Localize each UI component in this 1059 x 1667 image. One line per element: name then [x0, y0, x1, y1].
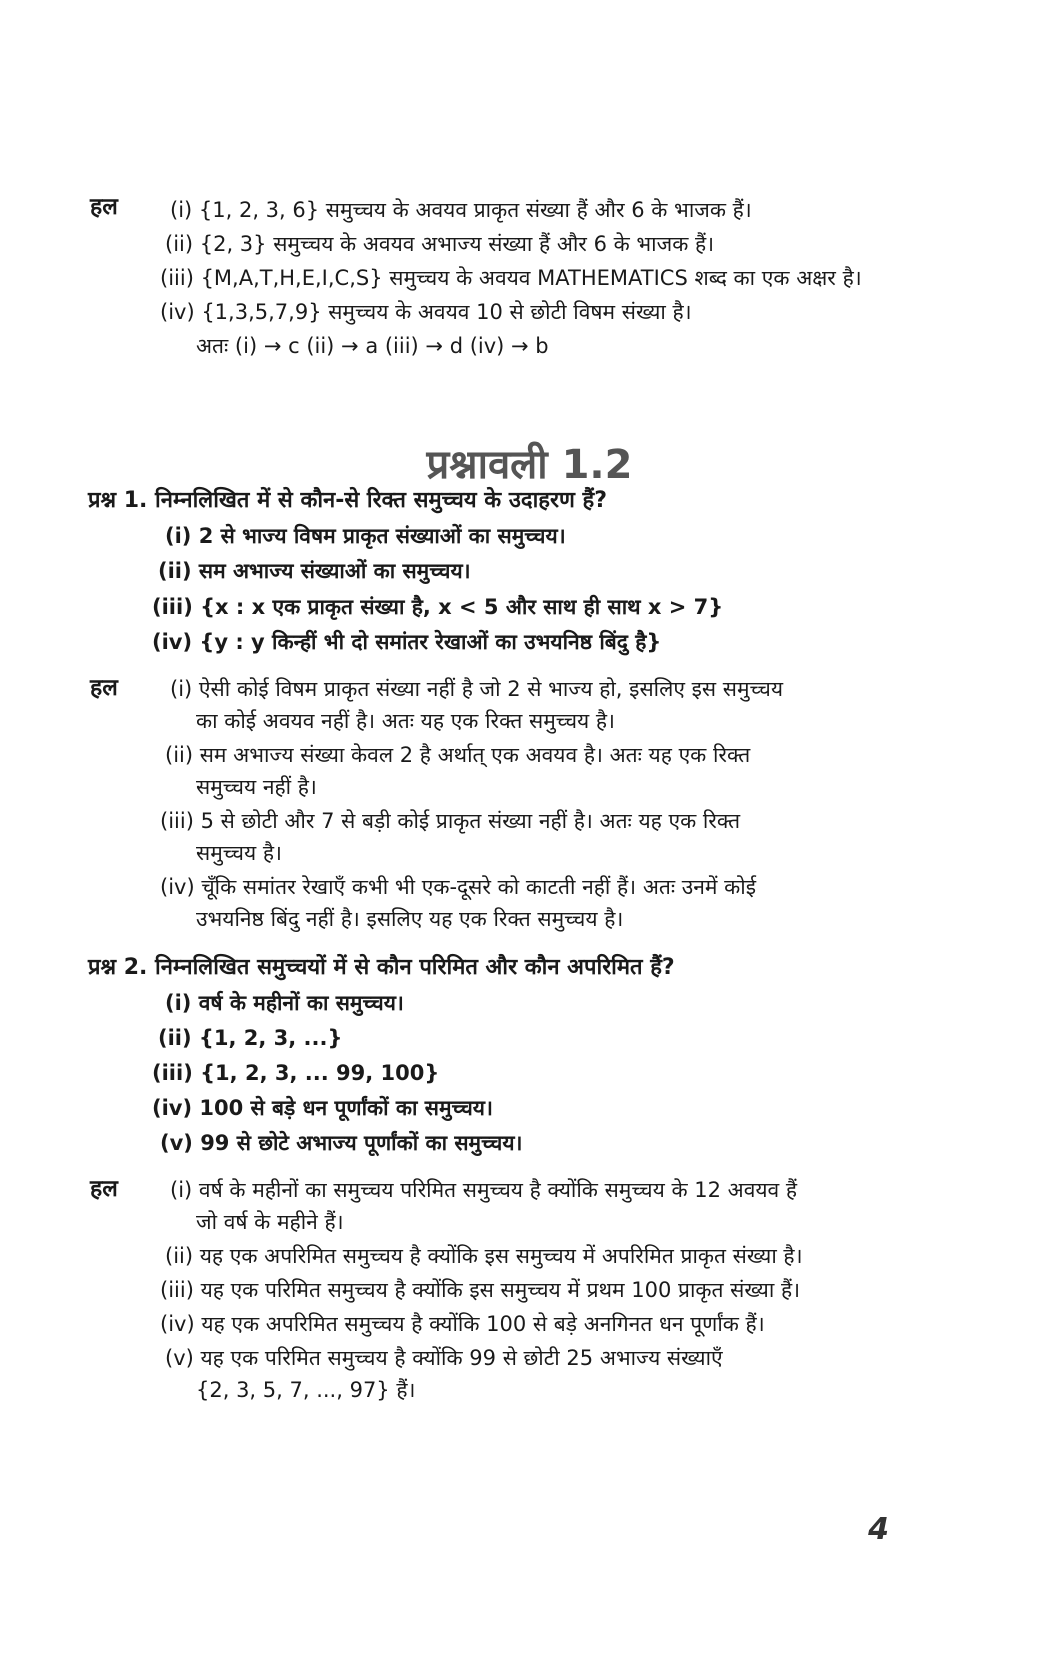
- solution-item: (i) {1, 2, 3, 6} समुच्चय के अवयव प्राकृत संख्या हैं और 6 के भाजक हैं।: [170, 198, 752, 222]
- solution-item: (iii) {M,A,T,H,E,I,C,S} समुच्चय के अवयव MATHEMATICS शब्द का एक अक्षर है।: [160, 266, 862, 290]
- solution-item-continued: का कोई अवयव नहीं है। अतः यह एक रिक्त समुच्चय है।: [196, 709, 616, 733]
- question-item: (ii) सम अभाज्य संख्याओं का समुच्चय।: [158, 559, 471, 583]
- question-item: (iii) {1, 2, 3, ... 99, 100}: [152, 1061, 440, 1085]
- solution-label: हल: [90, 1176, 118, 1202]
- page-number: 4: [868, 1512, 889, 1547]
- solution-item: (ii) सम अभाज्य संख्या केवल 2 है अर्थात् एक अवयव है। अतः यह एक रिक्त: [165, 743, 751, 767]
- solution-item-continued: {2, 3, 5, 7, ..., 97} हैं।: [196, 1378, 416, 1402]
- question-title: प्रश्न 2. निम्नलिखित समुच्चयों में से कौन परिमित और कौन अपरिमित हैं?: [88, 955, 675, 980]
- solution-item: (iii) यह एक परिमित समुच्चय है क्योंकि इस समुच्चय में प्रथम 100 प्राकृत संख्या हैं।: [160, 1278, 801, 1302]
- solution-item: (iv) यह एक अपरिमित समुच्चय है क्योंकि 100 से बड़े अनगिनत धन पूर्णांक हैं।: [160, 1312, 765, 1336]
- question-item: (i) 2 से भाज्य विषम प्राकृत संख्याओं का समुच्चय।: [165, 524, 566, 548]
- question-item: (iv) 100 से बड़े धन पूर्णांकों का समुच्चय।: [152, 1096, 493, 1120]
- question-item: (i) वर्ष के महीनों का समुच्चय।: [165, 991, 404, 1015]
- solution-item-continued: समुच्चय नहीं है।: [196, 775, 317, 799]
- solution-answer: अतः (i) → c (ii) → a (iii) → d (iv) → b: [196, 334, 549, 358]
- question-item: (v) 99 से छोटे अभाज्य पूर्णांकों का समुच्चय।: [160, 1131, 523, 1155]
- solution-item: (iii) 5 से छोटी और 7 से बड़ी कोई प्राकृत संख्या नहीं है। अतः यह एक रिक्त: [160, 809, 741, 833]
- solution-item: (ii) यह एक अपरिमित समुच्चय है क्योंकि इस समुच्चय में अपरिमित प्राकृत संख्या है।: [165, 1244, 803, 1268]
- solution-label: हल: [90, 675, 118, 701]
- question-item: (iii) {x : x एक प्राकृत संख्या है, x < 5 और साथ ही साथ x > 7}: [152, 595, 724, 619]
- solution-item: (ii) {2, 3} समुच्चय के अवयव अभाज्य संख्या हैं और 6 के भाजक हैं।: [165, 232, 715, 256]
- exercise-heading: प्रश्नावली 1.2: [426, 442, 633, 488]
- solution-item-continued: उभयनिष्ठ बिंदु नहीं है। इसलिए यह एक रिक्त समुच्चय है।: [196, 907, 624, 931]
- solution-item: (iv) {1,3,5,7,9} समुच्चय के अवयव 10 से छोटी विषम संख्या है।: [160, 300, 692, 324]
- solution-item: (v) यह एक परिमित समुच्चय है क्योंकि 99 से छोटी 25 अभाज्य संख्याएँ: [165, 1346, 723, 1370]
- solution-item-continued: समुच्चय है।: [196, 841, 282, 865]
- solution-label: हल: [90, 194, 118, 220]
- solution-item: (i) ऐसी कोई विषम प्राकृत संख्या नहीं है जो 2 से भाज्य हो, इसलिए इस समुच्चय: [170, 677, 783, 701]
- solution-item-continued: जो वर्ष के महीने हैं।: [196, 1210, 344, 1234]
- question-item: (ii) {1, 2, 3, ...}: [158, 1026, 343, 1050]
- solution-item: (iv) चूँकि समांतर रेखाएँ कभी भी एक-दूसरे को काटती नहीं हैं। अतः उनमें कोई: [160, 875, 757, 899]
- question-item: (iv) {y : y किन्हीं भी दो समांतर रेखाओं का उभयनिष्ठ बिंदु है}: [152, 630, 662, 654]
- solution-item: (i) वर्ष के महीनों का समुच्चय परिमित समुच्चय है क्योंकि समुच्चय के 12 अवयव हैं: [170, 1178, 798, 1202]
- question-title: प्रश्न 1. निम्नलिखित में से कौन-से रिक्त समुच्चय के उदाहरण हैं?: [88, 488, 607, 513]
